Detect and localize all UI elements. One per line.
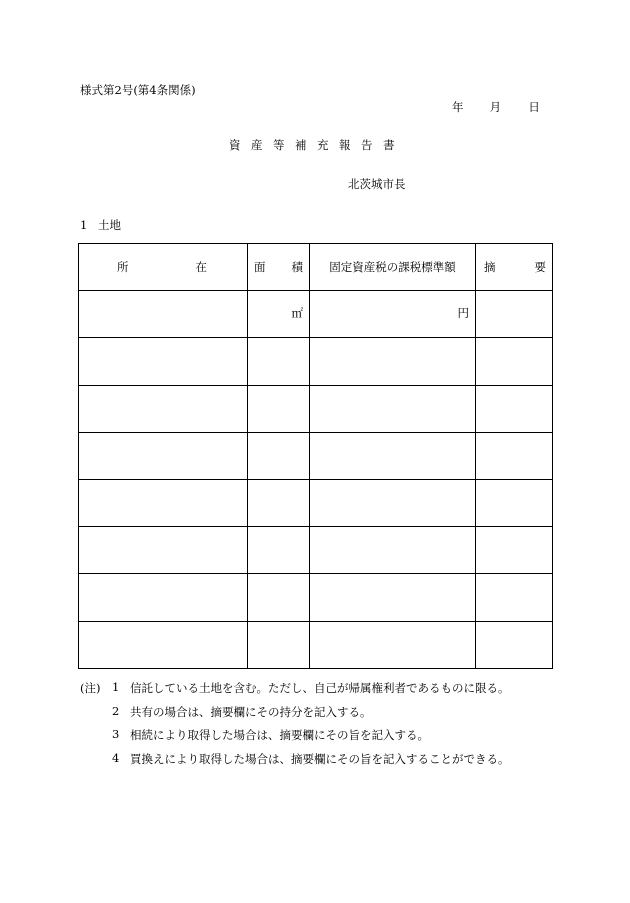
header-area-a: 面 <box>254 260 266 275</box>
tax-value-cell[interactable] <box>310 574 476 621</box>
header-location <box>79 244 248 291</box>
area-cell[interactable] <box>248 291 310 338</box>
location-cell[interactable] <box>79 574 248 621</box>
title-char: 等 <box>273 138 285 152</box>
section-heading <box>80 217 121 233</box>
table-header-row <box>79 244 553 291</box>
title-char: 産 <box>251 138 263 152</box>
title-char: 報 <box>339 138 351 152</box>
land-table <box>78 243 553 669</box>
title-char: 資 <box>229 138 241 152</box>
date-day-label: 日 <box>528 100 540 114</box>
remarks-cell[interactable] <box>476 621 553 668</box>
header-tax-value <box>310 244 476 291</box>
table-row <box>79 527 553 574</box>
location-cell[interactable] <box>79 338 248 385</box>
note-number: 2 <box>112 703 120 718</box>
note-number: 3 <box>112 727 120 741</box>
location-cell[interactable] <box>79 385 248 432</box>
table-row <box>79 432 553 479</box>
section-label: 土地 <box>98 218 121 232</box>
remarks-cell[interactable] <box>476 291 553 338</box>
area-cell[interactable] <box>248 385 310 432</box>
note-text: 信託している土地を含む。ただし、自己が帰属権利者であるものに限る。 <box>130 681 510 695</box>
note-text: 相続により取得した場合は、摘要欄にその旨を記入する。 <box>130 728 429 742</box>
header-tax-value-label: 固定資産税の課税標準額 <box>329 260 456 275</box>
area-cell[interactable] <box>248 432 310 479</box>
date-year-label: 年 <box>452 100 464 114</box>
header-area <box>248 244 310 291</box>
location-cell[interactable] <box>79 432 248 479</box>
title-char: 充 <box>317 138 329 152</box>
area-cell[interactable] <box>248 621 310 668</box>
tax-value-cell[interactable] <box>310 432 476 479</box>
note-item <box>80 704 510 728</box>
tax-value-cell[interactable] <box>310 385 476 432</box>
area-cell[interactable] <box>248 527 310 574</box>
tax-value-cell[interactable] <box>310 621 476 668</box>
location-cell[interactable] <box>79 479 248 526</box>
title-char: 補 <box>295 138 307 152</box>
tax-value-cell[interactable] <box>310 527 476 574</box>
area-unit: ㎡ <box>291 306 303 321</box>
title-char: 告 <box>361 138 373 152</box>
area-cell[interactable] <box>248 338 310 385</box>
header-area-b: 積 <box>291 260 303 275</box>
remarks-cell[interactable] <box>476 479 553 526</box>
header-location-b: 在 <box>195 260 207 275</box>
area-cell[interactable] <box>248 479 310 526</box>
header-remarks <box>476 244 553 291</box>
tax-value-cell[interactable] <box>310 291 476 338</box>
location-cell[interactable] <box>79 291 248 338</box>
location-cell[interactable] <box>79 527 248 574</box>
table-row <box>79 479 553 526</box>
tax-value-cell[interactable] <box>310 479 476 526</box>
note-item <box>80 727 510 751</box>
document-title <box>229 137 395 153</box>
table-row <box>79 385 553 432</box>
notes <box>80 680 510 774</box>
header-location-a: 所 <box>117 260 129 275</box>
note-item <box>80 751 510 775</box>
remarks-cell[interactable] <box>476 385 553 432</box>
remarks-cell[interactable] <box>476 527 553 574</box>
recipient: 北茨城市長 <box>348 177 406 191</box>
table-row <box>79 621 553 668</box>
value-unit: 円 <box>457 306 469 321</box>
note-number: 1 <box>112 680 120 694</box>
note-number: 4 <box>112 750 120 765</box>
date-line <box>452 99 540 115</box>
note-item <box>80 680 510 704</box>
area-cell[interactable] <box>248 574 310 621</box>
remarks-cell[interactable] <box>476 338 553 385</box>
date-month-label: 月 <box>489 100 502 114</box>
header-remarks-a: 摘 <box>484 260 496 275</box>
table-row <box>79 291 553 338</box>
note-text: 共有の場合は、摘要欄にその持分を記入する。 <box>130 704 372 719</box>
table-row <box>79 574 553 621</box>
form-number: 様式第2号(第4条関係) <box>80 83 196 97</box>
notes-lead: (注) <box>80 681 101 695</box>
section-number: 1 <box>80 218 88 232</box>
note-text: 買換えにより取得した場合は、摘要欄にその旨を記入することができる。 <box>130 751 510 766</box>
tax-value-cell[interactable] <box>310 338 476 385</box>
table-row <box>79 338 553 385</box>
location-cell[interactable] <box>79 621 248 668</box>
remarks-cell[interactable] <box>476 574 553 621</box>
remarks-cell[interactable] <box>476 432 553 479</box>
header-remarks-b: 要 <box>534 260 546 275</box>
title-char: 書 <box>383 138 395 152</box>
